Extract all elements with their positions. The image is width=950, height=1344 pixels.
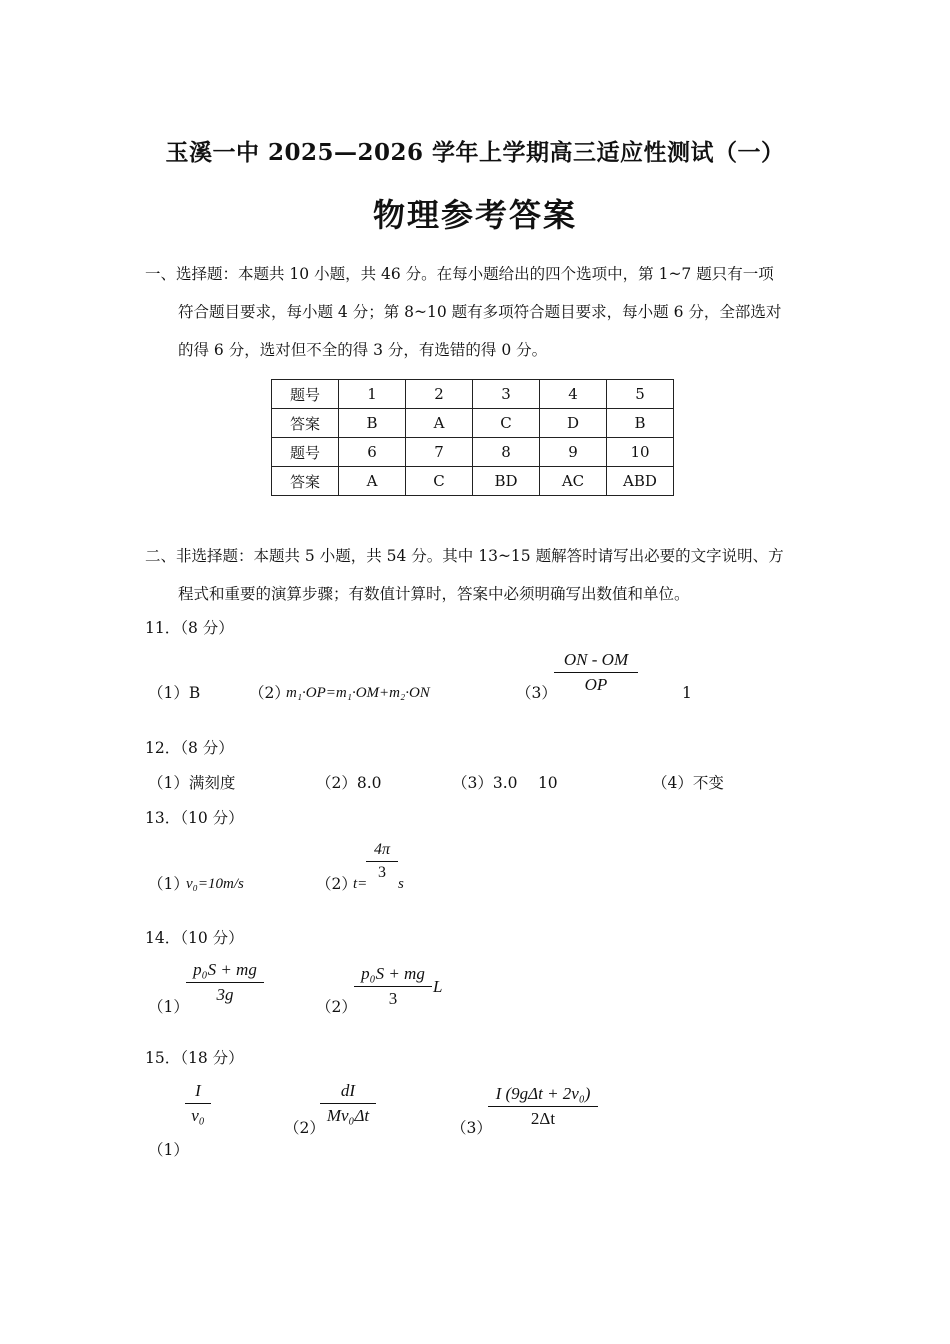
fraction-numerator: I (9gΔt + 2v₀) bbox=[488, 1084, 598, 1107]
fraction-numerator: ON - OM bbox=[554, 650, 638, 673]
q15-header: 15．（18 分） bbox=[145, 1049, 244, 1067]
q14-part1-label: （1） bbox=[148, 998, 189, 1016]
q13-part1-label: （1） bbox=[148, 875, 189, 893]
q14-part2-fraction bbox=[354, 964, 432, 1009]
q13-part2-label: （2） bbox=[316, 875, 357, 893]
table-cell: C bbox=[406, 467, 473, 496]
fraction-denominator: OP bbox=[584, 675, 608, 694]
table-cell: ABD bbox=[607, 467, 674, 496]
table-cell: 10 bbox=[607, 438, 674, 467]
q15-part3-label: （3） bbox=[451, 1119, 492, 1137]
exam-title: 玉溪一中 2025—2026 学年上学期高三适应性测试（一） bbox=[165, 139, 785, 166]
answer-table bbox=[271, 379, 674, 496]
q15-part1-fraction bbox=[185, 1081, 211, 1126]
q11-header: 11．（8 分） bbox=[145, 619, 234, 637]
table-cell: A bbox=[406, 409, 473, 438]
table-cell: B bbox=[607, 409, 674, 438]
q11-part3-label: （3） bbox=[516, 684, 557, 702]
section1-line2: 符合题目要求，每小题 4 分；第 8~10 题有多项符合题目要求，每小题 6 分，全部选对 bbox=[178, 303, 782, 321]
q13-part2-unit: s bbox=[398, 876, 404, 892]
q12-part2: （2）8.0 bbox=[316, 774, 382, 792]
q15-part2-fraction bbox=[320, 1081, 376, 1126]
table-cell: 6 bbox=[339, 438, 406, 467]
q12-header: 12．（8 分） bbox=[145, 739, 234, 757]
table-cell: AC bbox=[540, 467, 607, 496]
table-cell: 1 bbox=[339, 380, 406, 409]
fraction-denominator: 3g bbox=[216, 985, 234, 1004]
fraction-denominator: 3 bbox=[388, 989, 398, 1008]
fraction-denominator: Mv₀Δt bbox=[326, 1106, 370, 1125]
fraction-denominator: v₀ bbox=[191, 1106, 205, 1125]
q12-part1: （1）满刻度 bbox=[148, 774, 236, 792]
table-cell: 题号 bbox=[272, 438, 339, 467]
q13-header: 13．（10 分） bbox=[145, 809, 244, 827]
table-cell: 答案 bbox=[272, 467, 339, 496]
table-row bbox=[272, 438, 674, 467]
q11-part3-extra: 1 bbox=[682, 684, 692, 702]
q11-part2-label: （2） bbox=[249, 684, 290, 702]
table-cell: 4 bbox=[540, 380, 607, 409]
fraction-numerator: 4π bbox=[366, 841, 398, 862]
table-cell: 5 bbox=[607, 380, 674, 409]
q14-part1-fraction bbox=[186, 960, 264, 1005]
q14-header: 14．（10 分） bbox=[145, 929, 244, 947]
table-cell: 题号 bbox=[272, 380, 339, 409]
section2-line2: 程式和重要的演算步骤；有数值计算时，答案中必须明确写出数值和单位。 bbox=[178, 585, 690, 603]
q15-part1-label: （1） bbox=[148, 1141, 189, 1159]
q11-part3-fraction bbox=[554, 650, 638, 695]
q15-part2-label: （2） bbox=[284, 1119, 325, 1137]
table-cell: 7 bbox=[406, 438, 473, 467]
table-cell: 3 bbox=[473, 380, 540, 409]
table-cell: 2 bbox=[406, 380, 473, 409]
table-cell: 答案 bbox=[272, 409, 339, 438]
q12-part4: （4）不变 bbox=[652, 774, 724, 792]
fraction-denominator: 2Δt bbox=[530, 1109, 556, 1128]
fraction-denominator: 3 bbox=[378, 864, 386, 881]
table-row bbox=[272, 380, 674, 409]
q13-part2-var: t= bbox=[353, 876, 368, 892]
table-cell: BD bbox=[473, 467, 540, 496]
table-row bbox=[272, 467, 674, 496]
q12-part3: （3）3.0 10 bbox=[452, 774, 558, 792]
q11-part2-formula: m₁·OP=m₁·OM+m₂·ON bbox=[286, 685, 430, 701]
table-cell: B bbox=[339, 409, 406, 438]
table-row bbox=[272, 409, 674, 438]
section1-line3: 的得 6 分，选对但不全的得 3 分，有选错的得 0 分。 bbox=[178, 341, 548, 359]
fraction-numerator: I bbox=[185, 1081, 211, 1104]
section2-line1: 二、非选择题：本题共 5 小题，共 54 分。其中 13~15 题解答时请写出必要的文字说明、方 bbox=[145, 547, 784, 565]
q15-part3-fraction bbox=[488, 1084, 598, 1129]
q14-part2-label: （2） bbox=[316, 998, 357, 1016]
fraction-numerator: p₀S + mg bbox=[354, 964, 432, 987]
table-cell: 8 bbox=[473, 438, 540, 467]
q13-part1-value: v₀=10m/s bbox=[186, 876, 244, 892]
table-cell: 9 bbox=[540, 438, 607, 467]
page-title: 物理参考答案 bbox=[372, 196, 577, 234]
q13-part2-fraction bbox=[366, 841, 398, 882]
q14-part2-suffix: L bbox=[433, 977, 443, 996]
table-cell: A bbox=[339, 467, 406, 496]
table-cell: D bbox=[540, 409, 607, 438]
fraction-numerator: dI bbox=[320, 1081, 376, 1104]
q11-part1: （1）B bbox=[148, 684, 201, 702]
section1-line1: 一、选择题：本题共 10 小题，共 46 分。在每小题给出的四个选项中，第 1~7 题只有一项 bbox=[145, 265, 774, 283]
fraction-numerator: p₀S + mg bbox=[186, 960, 264, 983]
table-cell: C bbox=[473, 409, 540, 438]
